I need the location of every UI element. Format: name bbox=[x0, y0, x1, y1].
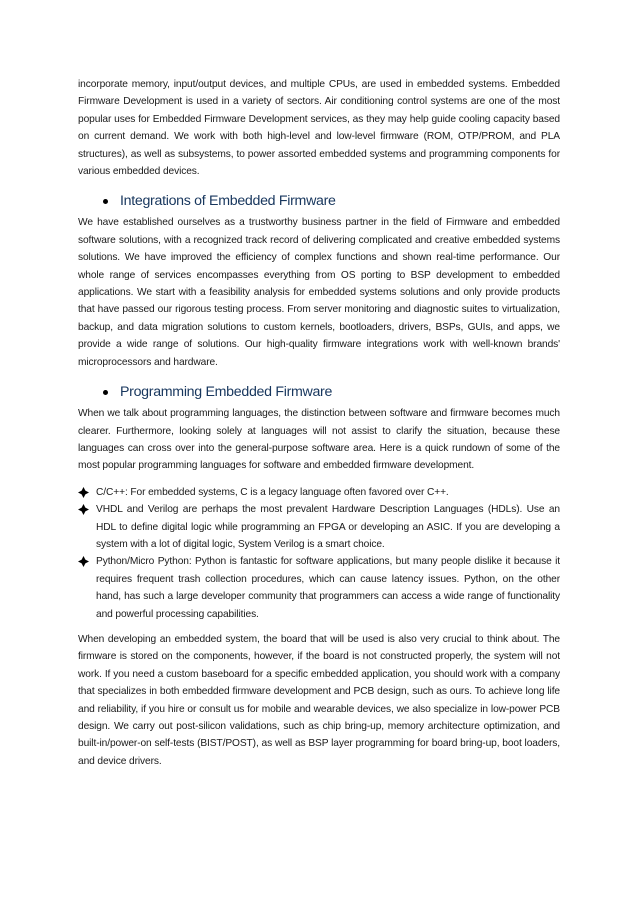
list-item-text: VHDL and Verilog are perhaps the most prevalent Hardware Description Languages (HDLs). Use an HDL to define digital logic while programming an FPGA or developing an ASIC. If you are developing a system with a lot of digital logic, System Verilog is a smart choice. bbox=[96, 504, 560, 550]
bullet-icon bbox=[103, 390, 108, 395]
list-item bbox=[78, 553, 560, 623]
intro-paragraph: incorporate memory, input/output devices, and multiple CPUs, are used in embedded systems. Embedded Firmware Development is used in a variety of sectors. Air conditioning control systems are one of the most popular uses for Embedded Firmware Development services, as they may help guide cooling capacity based on current demand. We work with both high-level and low-level firmware (ROM, OTP/PROM, and PLA structures), as well as subsystems, to power assorted embedded systems and programming components for various embedded devices. bbox=[78, 79, 560, 178]
section-heading-integrations bbox=[78, 191, 560, 211]
diamond-bullet-icon bbox=[78, 504, 89, 515]
diamond-bullet-icon bbox=[78, 556, 89, 567]
section-heading-programming bbox=[78, 382, 560, 402]
diamond-bullet-icon bbox=[78, 487, 89, 498]
list-item bbox=[78, 501, 560, 553]
list-item-text: C/C++: For embedded systems, C is a legacy language often favored over C++. bbox=[96, 486, 449, 498]
programming-paragraph: When we talk about programming languages, the distinction between software and firmware becomes much clearer. Furthermore, looking solely at languages will not assist to clarify the situation, because these languages can cross over into the general-purpose software area. Here is a quick rundown of some of the most popular programming languages for software and embedded firmware development. bbox=[78, 408, 560, 472]
bullet-icon bbox=[103, 199, 108, 204]
closing-paragraph: When developing an embedded system, the board that will be used is also very crucial to think about. The firmware is stored on the components, however, if the board is not constructed properly, the system will not work. If you need a custom baseboard for a specific embedded application, you should work with a company that specializes in both embedded firmware development and PCB design, such as ours. To achieve long life and reliability, if you hire or consult us for mobile and wearable devices, we also specialize in low-power PCB design. We carry out post-silicon validations, such as chip bring-up, memory architecture optimization, and built-in/power-on self-tests (BIST/POST), as well as BSP layer programming for board bring-up, boot loaders, and device drivers. bbox=[78, 633, 560, 767]
heading-text: Programming Embedded Firmware bbox=[120, 384, 333, 401]
language-list bbox=[78, 484, 560, 623]
document-page bbox=[78, 76, 560, 770]
list-item bbox=[78, 484, 560, 501]
list-item-text: Python/Micro Python: Python is fantastic for software applications, but many people dislike it because it requires frequent trash collection procedures, which can cause latency issues. Python, on the other hand, has such a large developer community that programmers can access a wide range of functionality and powerful processing capabilities. bbox=[96, 556, 560, 620]
heading-text: Integrations of Embedded Firmware bbox=[120, 193, 336, 210]
integrations-paragraph: We have established ourselves as a trustworthy business partner in the field of Firmware and embedded software solutions, with a recognized track record of delivering complicated and creative embedded systems solutions. We have improved the efficiency of complex functions and shown real-time performance. Our whole range of services encompasses everything from OS porting to BSP development to embedded applications. We start with a feasibility analysis for embedded systems solutions and only provide products that have passed our rigorous testing process. From server monitoring and diagnostic suites to virtualization, backup, and data migration solutions to custom kernels, bootloaders, drivers, BSPs, GUIs, and apps, we provide a wide range of solutions. Our high-quality firmware integrations work with well-known brands' microprocessors and hardware. bbox=[78, 217, 560, 368]
